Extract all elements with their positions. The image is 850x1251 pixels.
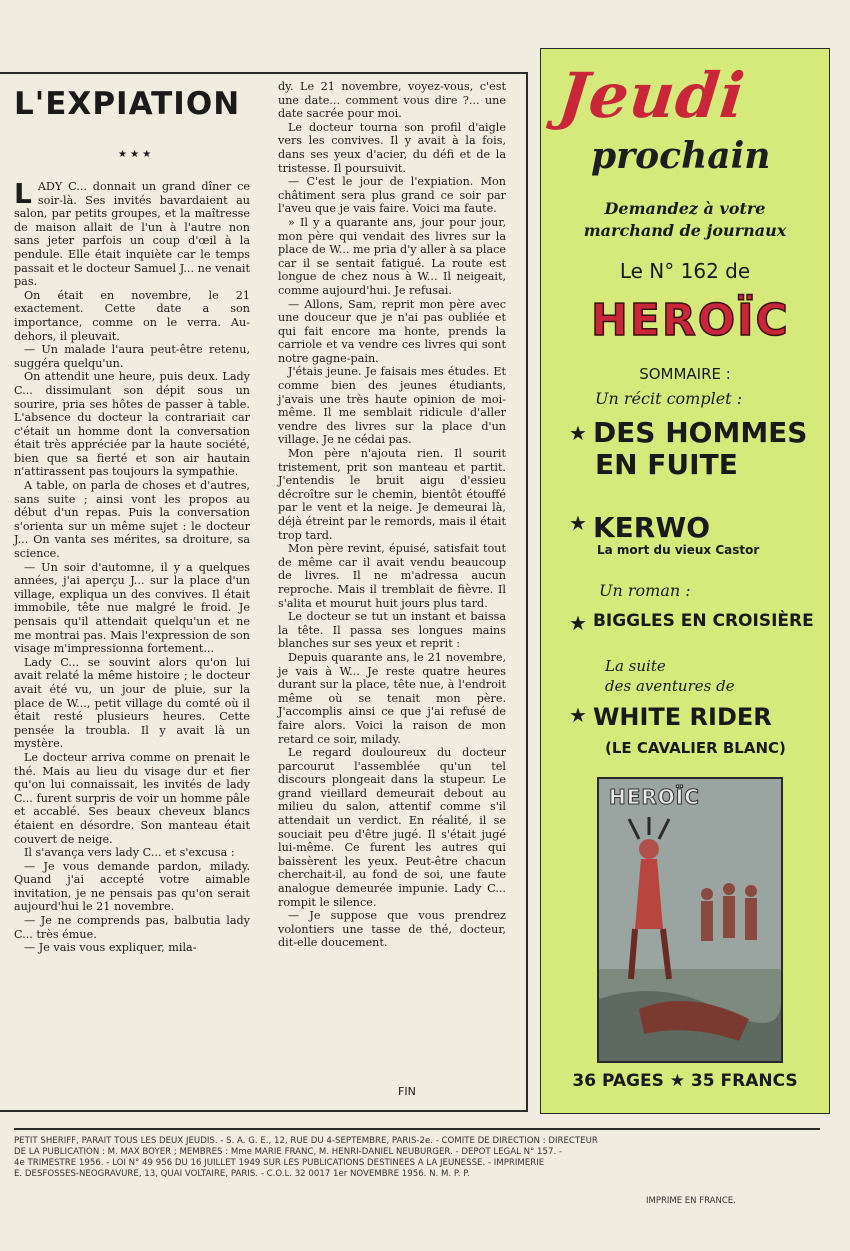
paragraph: — Un soir d'automne, il y a quelques années, j'ai aperçu J... sur la place d'un village, expliqua un des convives. Il était immobile, tête nue malgré le froid. Je pensais qu'il attendait quelqu'un et ne me montrai pas. Mais l'expression de son visage m'impressionna fortement...	[14, 560, 250, 656]
drop-cap: L	[14, 177, 32, 210]
indian-dancers-illustration	[599, 779, 781, 1061]
ad-suite-line2: des aventures de	[605, 677, 735, 695]
paragraph: Il s'avança vers lady C... et s'excusa :	[24, 846, 235, 860]
paragraph: Depuis quarante ans, le 21 novembre, je vais à W... Je reste quatre heures durant sur la place, tête nue, à l'endroit même où se tenait mon père. J'accomplis ainsi ce que j'ai refusé de faire alors. Voici la raison de mon retard ce soir, milady.	[278, 650, 506, 746]
imprint-line: 4e TRIMESTRE 1956. - LOI N° 49 956 DU 16 JUILLET 1949 SUR LES PUBLICATIONS DESTINEES A LA JEUNESSE. - IMPRIMERIE	[14, 1158, 545, 1168]
paragraph: Mon père revint, épuisé, satisfait tout de même car il avait vendu beaucoup de livres. Il ne m'adressa aucun reproche. Mais il tremblait de fièvre. Il s'alita et mourut huit jours plus tard.	[278, 542, 506, 610]
paragraph: — Je vous demande pardon, milady. Quand j'ai accepté votre aimable invitation, je ne pensais pas qu'on serait aujourd'hui le 21 novembre.	[14, 859, 250, 914]
paragraph: Le docteur se tut un instant et baissa la tête. Il passa ses longues mains blanches sur ses yeux et reprit :	[278, 610, 506, 651]
paragraph: Le docteur arriva comme on prenait le thé. Mais au lieu du visage dur et fier qu'on lui connaissait, les invités de lady C... furent surpris de voir un homme pâle et accablé. Ses beaux cheveux blancs étaient en désordre. Son manteau était couvert de neige.	[14, 750, 250, 846]
paragraph: — Je vais vous expliquer, mila-	[24, 941, 197, 955]
ad-price-line: 36 PAGES ★ 35 FRANCS	[572, 1071, 798, 1091]
story-column-2	[278, 80, 506, 950]
paragraph: J'étais jeune. Je faisais mes études. Et comme bien des jeunes étudiants, j'avais une très haute opinion de moi-même. Il me semblait ridicule d'aller vendre des livres sur la place d'un village. Je ne cédai pas.	[278, 365, 506, 447]
ad-white-rider-subtitle: (LE CAVALIER BLANC)	[605, 739, 786, 757]
ad-kerwo-subtitle: La mort du vieux Castor	[597, 543, 760, 557]
ad-item-biggles: ★ BIGGLES EN CROISIÈRE	[569, 611, 814, 635]
cover-illustration	[597, 777, 783, 1063]
imprint-line: DE LA PUBLICATION : M. MAX BOYER ; MEMBRES : Mme MARIE FRANC, M. HENRI-DANIEL NEUBURGER. - DEPOT LEGAL N° 157. -	[14, 1147, 563, 1157]
paragraph: Lady C... se souvint alors qu'on lui avait relaté la même histoire ; le docteur avait été vu, un jour de pluie, sur la place de W..., petit village du comté où il était resté plusieurs heures. Cette pensée la troubla. Il y avait là un mystère.	[14, 655, 250, 751]
ad-recit-label: Un récit complet :	[595, 389, 743, 408]
paragraph: — Je ne comprends pas, balbutia lady C... très émue.	[14, 914, 250, 941]
story-column-1	[14, 177, 250, 955]
star-icon: ★	[569, 703, 587, 727]
ad-item-des-hommes: ★ DES HOMMES EN FUITE	[569, 416, 808, 481]
paragraph: Mon père n'ajouta rien. Il sourit tristement, prit son manteau et partit. J'entendis le bruit aigu d'essieu décroître sur le chemin, bientôt étouffé par le vent et la neige. Je demeurai là, déjà étreint par le remords, mais il était trop tard.	[278, 447, 506, 542]
paragraph: LADY C... donnait un grand dîner ce soir-là. Ses invités bavardaient au salon, par petits groupes, et la maîtresse de maison allait de l'un à l'autre non sans jeter parfois un coup d'œil à la pendule. Elle était inquiète car le temps passait et le docteur Samuel J... ne venait pas.	[14, 177, 250, 289]
story-end: FIN	[398, 1085, 416, 1098]
paragraph: Le regard douloureux du docteur parcourut l'assemblée qu'un tel discours plongeait dans la stupeur. Le grand vieillard demeurait debout au milieu du salon, attentif comme s'il attendait un verdict. En réalité, il se souciait peu d'être jugé. Il s'était jugé lui-même. Ce furent les autres qui baissèrent les yeux. Peut-être chacun cherchait-il, au fond de soi, une faute analogue demeurée impunie. Lady C... rompit le silence.	[278, 746, 506, 909]
ad-demandez-line2: marchand de journaux	[583, 221, 787, 240]
advert-panel	[540, 48, 830, 1114]
paragraph: — Un malade l'aura peut-être retenu, suggéra quelqu'un.	[14, 343, 250, 370]
title-stars: ★ ★ ★	[118, 149, 152, 160]
paragraph: — Je suppose que vous prendrez volontiers une tasse de thé, docteur, dit-elle doucement.	[278, 909, 506, 950]
ad-sommaire: SOMMAIRE :	[639, 365, 731, 383]
ad-jeudi: Jeudi	[555, 59, 749, 132]
ad-item-kerwo: ★ KERWO	[569, 511, 711, 544]
star-icon: ★	[569, 511, 587, 535]
paragraph: » Il y a quarante ans, jour pour jour, mon père qui vendait des livres sur la place de W... me pria d'y aller à sa place car il se sentait fatigué. La route est longue de chez nous à W... Il neigeait, comme aujourd'hui. Je refusai.	[278, 215, 507, 297]
paragraph: A table, on parla de choses et d'autres, sans suite ; ainsi vont les propos au début d'un repas. Puis la conversation s'orienta sur un même sujet : le docteur J... On vanta ses mérites, sa droiture, sa science.	[14, 479, 250, 561]
paragraph: dy. Le 21 novembre, voyez-vous, c'est une date... comment vous dire ?... une date sacrée pour moi.	[278, 80, 506, 121]
story-title: L'EXPIATION	[14, 86, 241, 122]
paragraph: On attendit une heure, puis deux. Lady C... dissimulant son dépit sous un sourire, pria ses hôtes de passer à table. L'absence du docteur la contrariait car c'était un homme dont la conversation était très appréciée par la haute société, bien que sa fierté et son air hautain n'attirassent pas toujours la sympathie.	[14, 370, 250, 479]
ad-suite-line1: La suite	[605, 657, 666, 675]
imprint-line: PETIT SHERIFF, PARAIT TOUS LES DEUX JEUDIS. - S. A. G. E., 12, RUE DU 4-SEPTEMBRE, PARIS-2e. - COMITE DE DIRECTION : DIRECTEUR	[14, 1136, 598, 1146]
paragraph: On était en novembre, le 21 exactement. Cette date a son importance, comme on le verra. Au-dehors, il pleuvait.	[14, 288, 250, 343]
ad-roman-label: Un roman :	[599, 581, 691, 600]
cover-heroic-logo: HEROÏC	[609, 785, 700, 809]
star-icon: ★	[569, 421, 587, 445]
paragraph: — C'est le jour de l'expiation. Mon châtiment sera plus grand ce soir par l'aveu que je vais faire. Voici ma faute.	[278, 175, 506, 216]
ad-item-white-rider: ★ WHITE RIDER	[569, 703, 772, 731]
printed-in-france: IMPRIME EN FRANCE.	[646, 1196, 736, 1206]
ad-issue-number: Le N° 162 de	[619, 259, 751, 283]
star-icon: ★	[569, 611, 587, 635]
imprint-footer	[14, 1128, 820, 1180]
paragraph: Le docteur tourna son profil d'aigle vers les convives. Il y avait à la fois, dans ses yeux d'acier, du défi et de la tristesse. Il poursuivit.	[278, 120, 506, 175]
imprint-line: E. DESFOSSES-NEOGRAVURE, 13, QUAI VOLTAIRE, PARIS. - C.O.L. 32 0017 1er NOVEMBRE 1956. N. M. P. P.	[14, 1169, 470, 1179]
paragraph: — Allons, Sam, reprit mon père avec une douceur que je n'ai pas oubliée et qui fait encore ma honte, prends la carriole et va vendre ces livres qui sont notre gagne-pain.	[278, 297, 506, 365]
ad-demandez-line1: Demandez à votre	[604, 199, 766, 218]
heroic-logo: HEROÏC	[591, 295, 790, 346]
ad-prochain: prochain	[591, 135, 771, 177]
